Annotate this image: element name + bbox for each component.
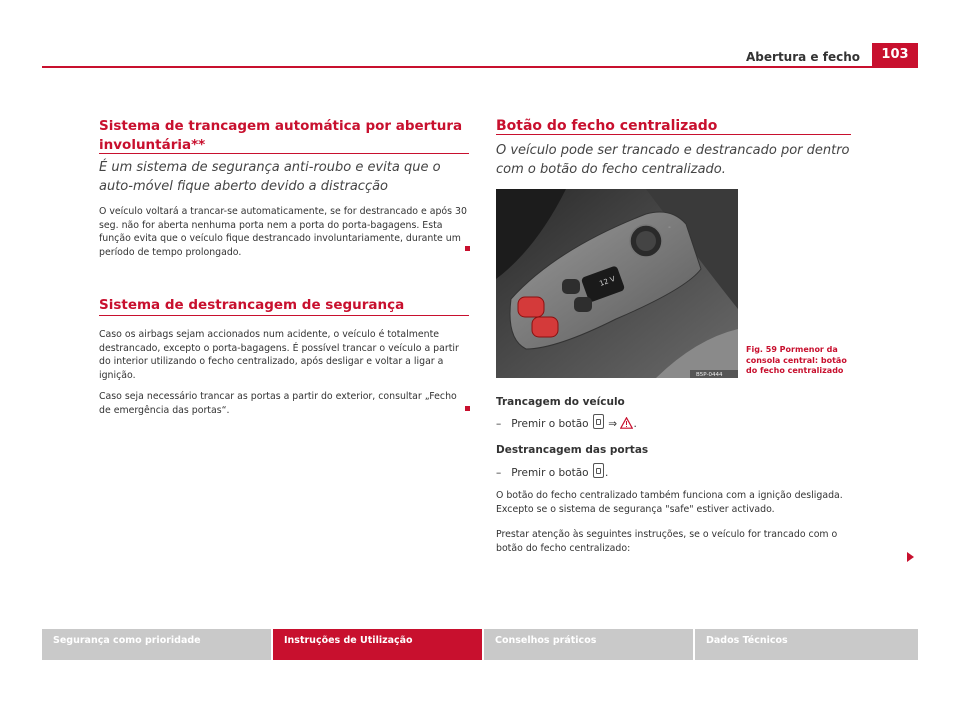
- section-rule: [496, 134, 851, 135]
- unlock-key-icon: [593, 463, 604, 478]
- warning-icon: [620, 417, 633, 429]
- step-text: Premir o botão: [511, 418, 589, 430]
- figure-plug-label: 12 V: [598, 274, 617, 288]
- header-rule: [42, 66, 918, 68]
- section-title-auto-lock: Sistema de trancagem automática por abertura involuntária**: [99, 118, 463, 153]
- step-unlock: – Premir o botão .: [496, 463, 608, 479]
- reference-arrow: ⇒: [608, 418, 618, 430]
- footer-tab-safety[interactable]: Segurança como prioridade: [42, 629, 271, 660]
- step-text: Premir o botão: [511, 467, 589, 479]
- footer-tab-tips[interactable]: Conselhos práticos: [484, 629, 693, 660]
- footer-tab-instructions[interactable]: Instruções de Utilização: [273, 629, 482, 660]
- footer-navigation: [42, 629, 918, 660]
- section-end-mark: [465, 246, 470, 251]
- subheading-lock: Trancagem do veículo: [496, 396, 625, 408]
- section-title-safety-unlock: Sistema de destrancagem de segurança: [99, 297, 405, 313]
- section-intro: É um sistema de segurança anti-roubo e evita que o auto-móvel fique aberto devido a distracção: [99, 160, 441, 194]
- section-title-central-lock: Botão do fecho centralizado: [496, 118, 718, 134]
- lock-key-icon: [593, 414, 604, 429]
- continue-arrow-icon: [907, 552, 914, 562]
- subheading-unlock: Destrancagem das portas: [496, 444, 649, 456]
- svg-text:◦: ◦: [668, 225, 671, 231]
- list-dash: –: [496, 418, 502, 430]
- paragraph-safety-unlock-2: Caso seja necessário trancar as portas a partir do exterior, consultar „Fecho de emergência das portas“.: [99, 391, 457, 416]
- paragraph-auto-lock: O veículo voltará a trancar-se automaticamente, se for destrancado e após 30 seg. não for aberta nenhuma porta nem a porta do porta-bagagens. Esta função evita que o veículo fique destrancado involuntariamente, durante um período de tempo prolongado.: [99, 206, 467, 258]
- section-end-mark: [465, 406, 470, 411]
- paragraph-safety-unlock-1: Caso os airbags sejam accionados num acidente, o veículo é totalmente destrancado, excepto o porta-bagagens. É possível trancar o veículo a partir do interior utilizando o fecho centralizado, após desligar e voltar a ligar a ignição.: [99, 329, 459, 381]
- list-dash: –: [496, 467, 502, 479]
- footer-tab-technical[interactable]: Dados Técnicos: [695, 629, 918, 660]
- paragraph-instructions: Prestar atenção às seguintes instruções, se o veículo for trancado com o botão do fecho centralizado:: [496, 529, 838, 554]
- figure-caption: Fig. 59 Pormenor da consola central: botão do fecho centralizado: [746, 345, 847, 375]
- figure-code: B5P-0444: [696, 372, 723, 378]
- running-header-title: Abertura e fecho: [746, 50, 860, 64]
- section-intro: O veículo pode ser trancado e destrancado por dentro com o botão do fecho centralizado.: [496, 143, 850, 177]
- step-lock: – Premir o botão ⇒ .: [496, 414, 637, 430]
- figure-console-photo: [496, 189, 738, 378]
- section-rule: [99, 315, 469, 316]
- paragraph-ignition-off: O botão do fecho centralizado também funciona com a ignição desligada. Excepto se o sistema de segurança "safe" estiver activado.: [496, 490, 843, 515]
- page-number: 103: [872, 43, 918, 66]
- section-rule: [99, 153, 469, 154]
